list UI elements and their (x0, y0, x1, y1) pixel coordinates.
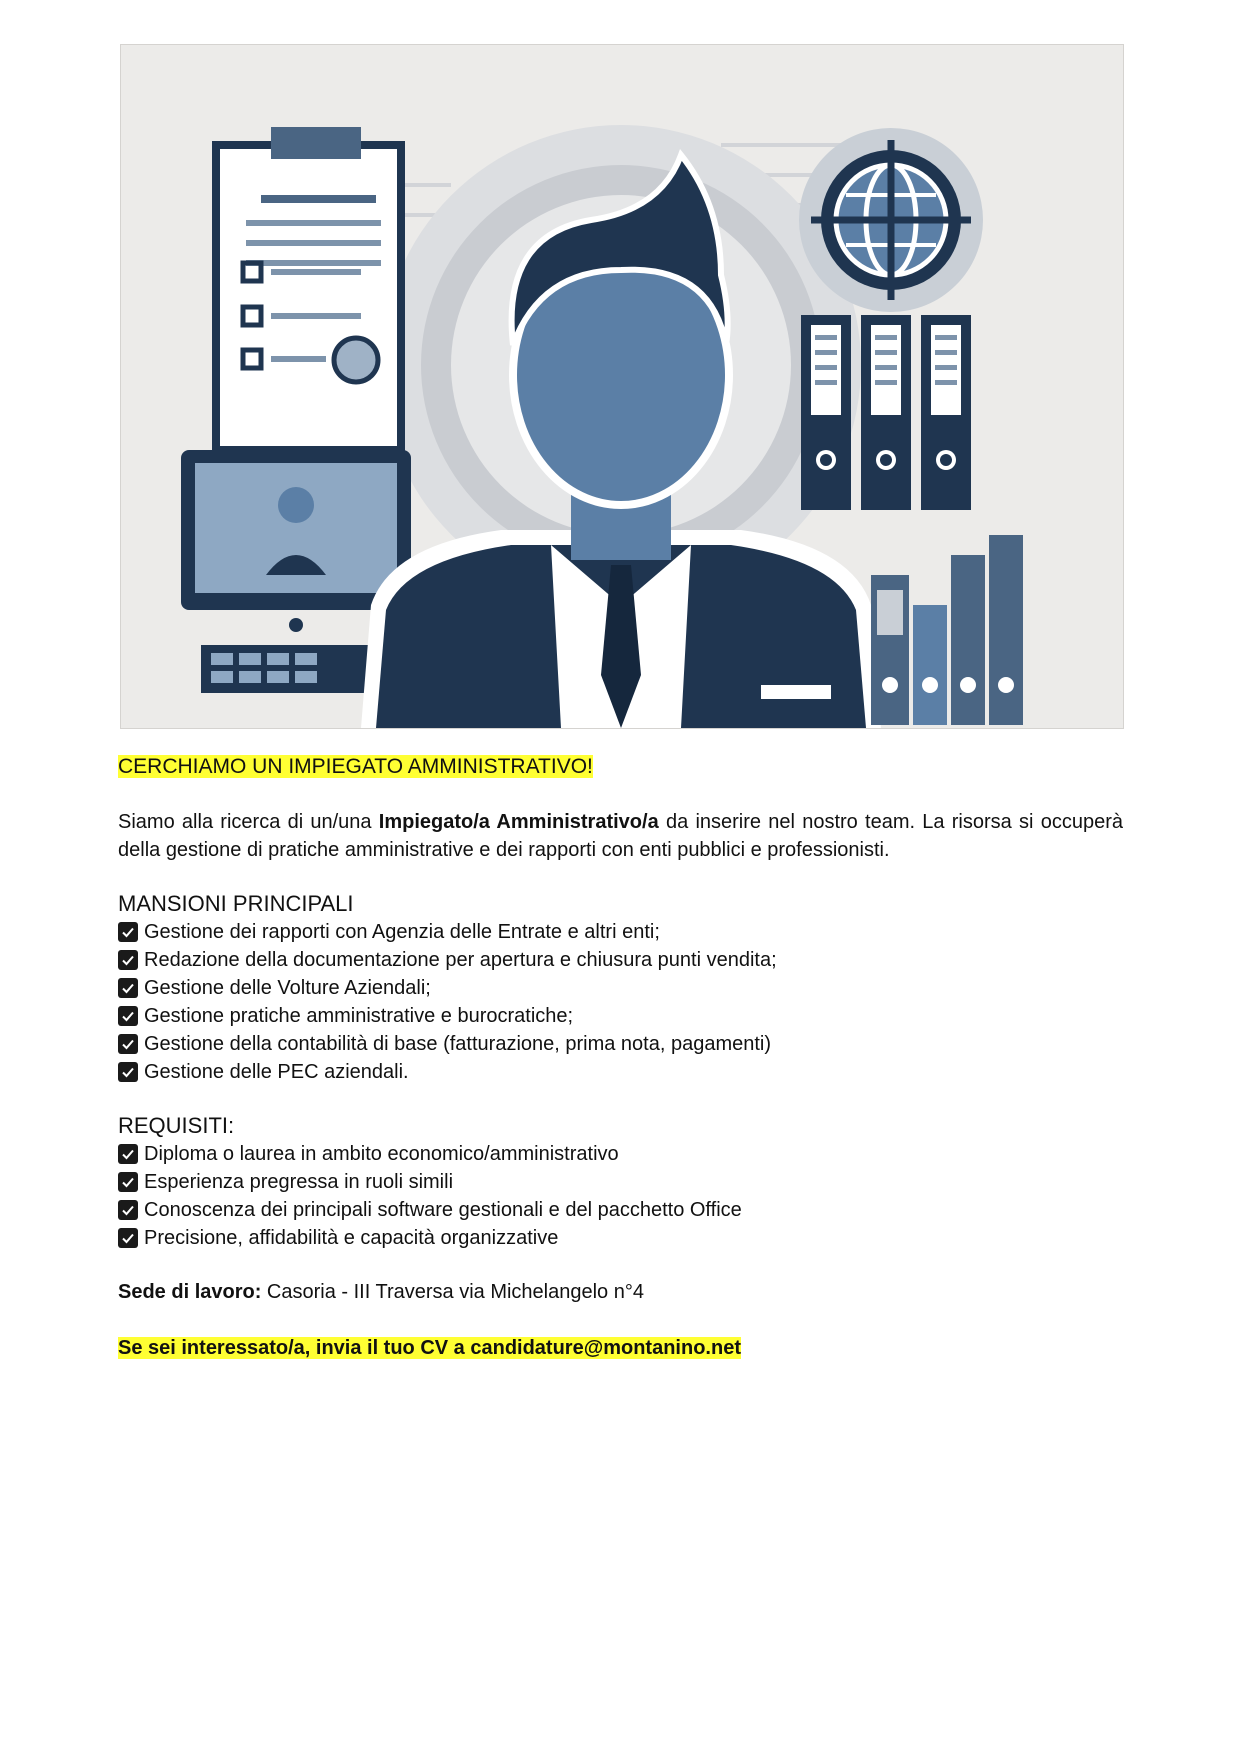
list-item-text: Esperienza pregressa in ruoli simili (144, 1171, 454, 1193)
work-location (118, 1278, 1123, 1306)
intro-paragraph (118, 808, 1123, 864)
globe-icon (799, 128, 983, 312)
list-item (118, 1224, 1123, 1252)
application-cta-text: Se sei interessato/a, invia il tuo CV a candidature@montanino.net (118, 1337, 741, 1359)
list-item (118, 918, 1123, 946)
list-item (118, 946, 1123, 974)
list-item-text: Conoscenza dei principali software gestionali e del pacchetto Office (144, 1199, 742, 1221)
list-item-text: Precisione, affidabilità e capacità organizzative (144, 1227, 559, 1249)
checkbox-checked-icon (118, 978, 138, 998)
checkbox-checked-icon (118, 1006, 138, 1026)
list-item (118, 1030, 1123, 1058)
job-description (118, 752, 1123, 1362)
application-cta (118, 1334, 1123, 1362)
intro-role: Impiegato/a Amministrativo/a (378, 811, 659, 833)
intro-after: da inserire nel nostro team. La risorsa si occuperà della gestione di pratiche amministrative e dei rapporti con enti pubblici e professionisti. (118, 811, 1123, 861)
mansioni-list (118, 918, 1123, 1086)
requisiti-list (118, 1140, 1123, 1252)
checkbox-checked-icon (118, 922, 138, 942)
list-item (118, 974, 1123, 1002)
list-item (118, 1002, 1123, 1030)
list-item-text: Gestione della contabilità di base (fatturazione, prima nota, pagamenti) (144, 1033, 772, 1055)
list-item (118, 1196, 1123, 1224)
checkbox-checked-icon (118, 1228, 138, 1248)
checkbox-checked-icon (118, 1200, 138, 1220)
headline (118, 752, 1123, 782)
list-item-text: Gestione dei rapporti con Agenzia delle Entrate e altri enti; (144, 921, 660, 943)
list-item-text: Gestione delle PEC aziendali. (144, 1061, 409, 1083)
checkbox-checked-icon (118, 1144, 138, 1164)
list-item (118, 1058, 1123, 1086)
checkbox-checked-icon (118, 1172, 138, 1192)
requisiti-title: REQUISITI: (118, 1113, 235, 1138)
work-location-value: Casoria - III Traversa via Michelangelo n°4 (261, 1281, 644, 1303)
checkbox-checked-icon (118, 1034, 138, 1054)
checkbox-checked-icon (118, 950, 138, 970)
headline-text: CERCHIAMO UN IMPIEGATO AMMINISTRATIVO! (118, 755, 593, 778)
mansioni-title: MANSIONI PRINCIPALI (118, 891, 354, 916)
list-item (118, 1140, 1123, 1168)
intro-before: Siamo alla ricerca di un/una (118, 811, 379, 833)
list-item-text: Gestione pratiche amministrative e burocratiche; (144, 1005, 574, 1027)
job-illustration (120, 44, 1124, 729)
list-item-text: Redazione della documentazione per apertura e chiusura punti vendita; (144, 949, 777, 971)
work-location-label: Sede di lavoro: (118, 1281, 262, 1303)
list-item-text: Diploma o laurea in ambito economico/amministrativo (144, 1143, 619, 1165)
checkbox-checked-icon (118, 1062, 138, 1082)
clipboard-checklist-icon (216, 127, 401, 450)
list-item (118, 1168, 1123, 1196)
list-item-text: Gestione delle Volture Aziendali; (144, 977, 431, 999)
